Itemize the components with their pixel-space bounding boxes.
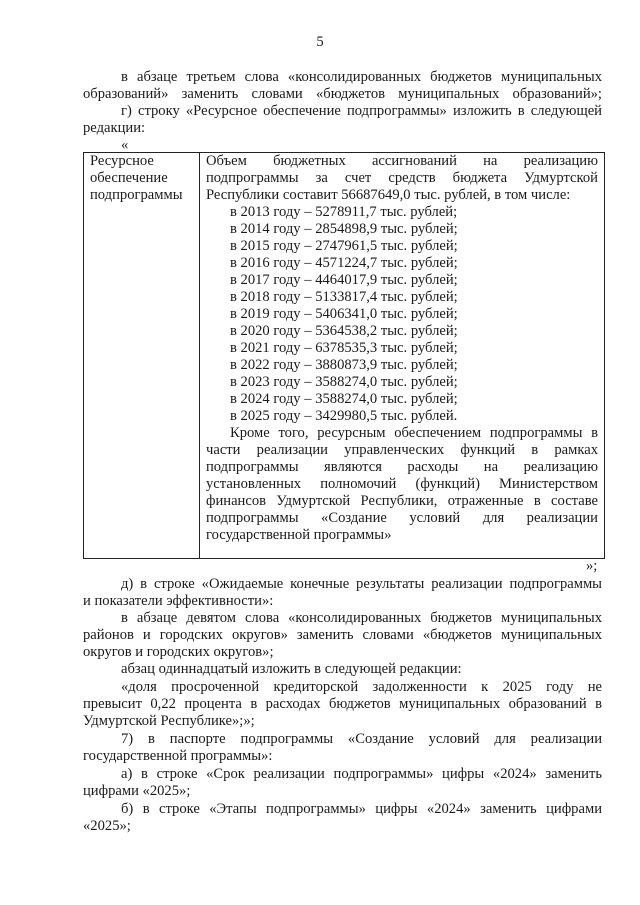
year-line: в 2022 году – 3880873,9 тыс. рублей; — [230, 357, 458, 373]
year-line: в 2024 году – 3588274,0 тыс. рублей; — [230, 391, 458, 407]
table-body-cell — [206, 153, 598, 544]
body-line: Объем бюджетных ассигнований на реализацию — [206, 153, 598, 169]
open-quote: « — [121, 137, 129, 153]
page-number: 5 — [316, 34, 324, 50]
after-line-10: 7) в паспорте подпрограммы «Создание условий для реализации — [121, 731, 602, 747]
table-column-divider — [199, 153, 200, 558]
body-line: подпрограммы за счет средств бюджета Удмуртской — [206, 170, 598, 186]
after-line-2: и показатели эффективности»: — [83, 593, 274, 609]
year-line: в 2013 году – 5278911,7 тыс. рублей; — [230, 204, 458, 220]
year-line: в 2025 году – 3429980,5 тыс. рублей. — [230, 408, 458, 424]
body-line: Республики составит 56687649,0 тыс. рублей, в том числе: — [206, 187, 571, 203]
extra-line: подпрограммы «Создание условий для реализации — [206, 510, 598, 526]
after-line-6: абзац одиннадцатый изложить в следующей редакции: — [121, 661, 462, 677]
extra-line: установленных полномочий (функций) Министерством — [206, 476, 598, 492]
extra-line: финансов Удмуртской Республики, отраженные в составе — [206, 493, 598, 509]
after-line-1: д) в строке «Ожидаемые конечные результаты реализации подпрограммы — [121, 576, 602, 592]
table-label-cell — [90, 153, 195, 204]
after-line-14: б) в строке «Этапы подпрограммы» цифры «2024» заменить цифрами — [121, 801, 602, 817]
extra-line: части реализации управленческих функций в рамках — [206, 442, 598, 458]
resource-table — [83, 152, 605, 559]
label-line: Ресурсное — [90, 153, 154, 169]
year-line: в 2017 году – 4464017,9 тыс. рублей; — [230, 272, 458, 288]
extra-line: Кроме того, ресурсным обеспечением подпрограммы в — [230, 425, 598, 441]
extra-line: государственной программы» — [206, 527, 392, 543]
extra-line: подпрограммы являются расходы на реализацию — [206, 459, 598, 475]
after-line-9: Удмуртской Республике»;»; — [83, 713, 255, 729]
after-line-13: цифрами «2025»; — [83, 783, 191, 799]
year-line: в 2020 году – 5364538,2 тыс. рублей; — [230, 323, 458, 339]
after-line-15: «2025»; — [83, 818, 131, 834]
intro-line-2: образований» заменить словами «бюджетов муниципальных образований»; — [83, 86, 602, 102]
year-line: в 2015 году – 2747961,5 тыс. рублей; — [230, 238, 458, 254]
after-line-12: а) в строке «Срок реализации подпрограммы» цифры «2024» заменить — [121, 766, 602, 782]
intro-line-3: г) строку «Ресурсное обеспечение подпрограммы» изложить в следующей — [121, 103, 602, 119]
year-line: в 2014 году – 2854898,9 тыс. рублей; — [230, 221, 458, 237]
intro-line-4: редакции: — [83, 120, 146, 136]
close-quote: »; — [586, 558, 598, 574]
after-line-8: превысит 0,22 процента в расходах бюджетов муниципальных образований в — [83, 696, 602, 712]
year-line: в 2016 году – 4571224,7 тыс. рублей; — [230, 255, 458, 271]
intro-line-1: в абзаце третьем слова «консолидированных бюджетов муниципальных — [121, 69, 602, 85]
year-line: в 2018 году – 5133817,4 тыс. рублей; — [230, 289, 458, 305]
year-line: в 2023 году – 3588274,0 тыс. рублей; — [230, 374, 458, 390]
year-line: в 2021 году – 6378535,3 тыс. рублей; — [230, 340, 458, 356]
after-line-4: районов и городских округов» заменить словами «бюджетов муниципальных — [83, 627, 602, 643]
label-line: обеспечение — [90, 170, 168, 186]
after-line-3: в абзаце девятом слова «консолидированных бюджетов муниципальных — [121, 610, 602, 626]
after-line-11: государственной программы»: — [83, 748, 273, 764]
after-line-5: округов и городских округов»; — [83, 644, 274, 660]
after-line-7: «доля просроченной кредиторской задолженности к 2025 году не — [121, 679, 602, 695]
year-line: в 2019 году – 5406341,0 тыс. рублей; — [230, 306, 458, 322]
label-line: подпрограммы — [90, 187, 183, 203]
